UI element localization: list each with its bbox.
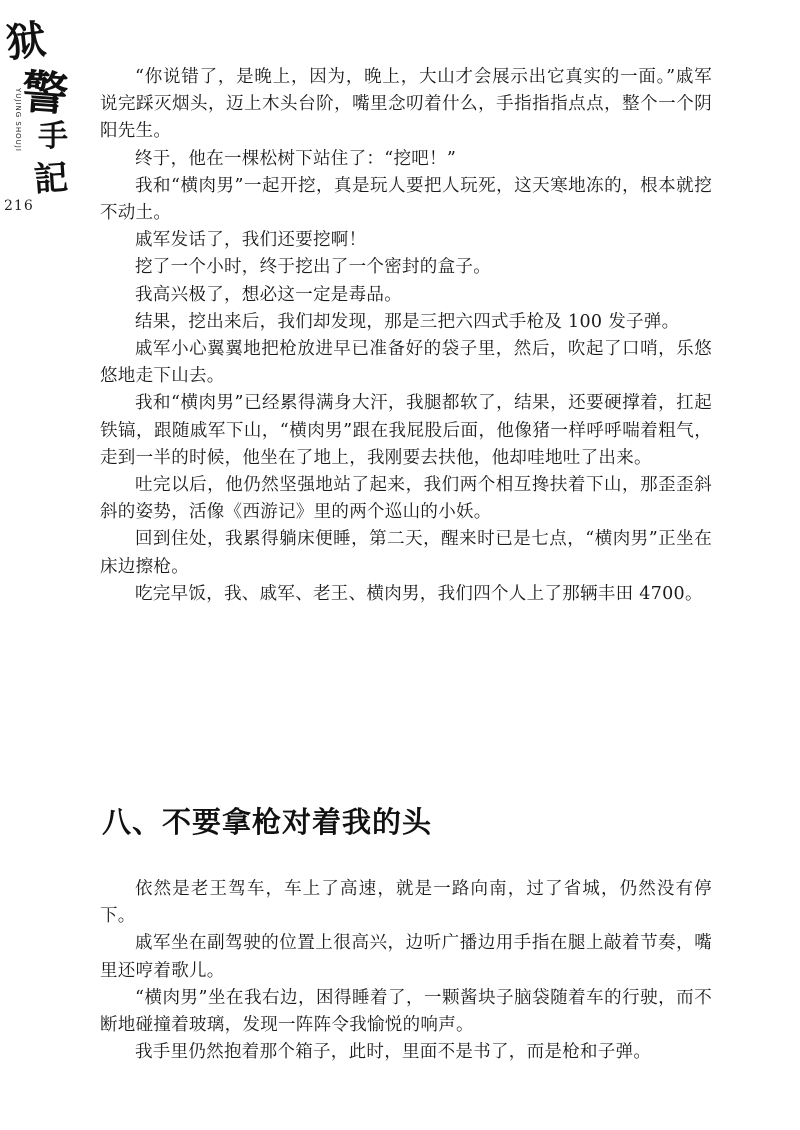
logo-char-4: 記 bbox=[32, 157, 70, 201]
page-number: 216 bbox=[4, 198, 34, 214]
paragraph: 戚军坐在副驾驶的位置上很高兴，边听广播边用手指在腿上敲着节奏，嘴里还哼着歌儿。 bbox=[100, 933, 712, 981]
paragraph: “你说错了，是晚上，因为，晚上，大山才会展示出它真实的一面。”戚军说完踩灭烟头，迈上木头台阶，嘴里念叨着什么，手指指指点点，整个一个阴阳先生。 bbox=[100, 67, 712, 142]
logo-char-1: 狱 bbox=[3, 16, 49, 67]
paragraph: 结果，挖出来后，我们却发现，那是三把六四式手枪及 100 发子弹。 bbox=[135, 311, 680, 332]
paragraph: 我高兴极了，想必这一定是毒品。 bbox=[135, 284, 402, 305]
paragraph: 依然是老王驾车，车上了高速，就是一路向南，过了省城，仍然没有停下。 bbox=[100, 879, 712, 927]
paragraph: 终于，他在一棵松树下站住了：“挖吧！” bbox=[135, 148, 457, 169]
paragraph: “横肉男”坐在我右边，困得睡着了，一颗酱块子脑袋随着车的行驶，而不断地碰撞着玻璃，发现一阵阵令我愉悦的响声。 bbox=[100, 987, 712, 1036]
paragraph: 戚军小心翼翼地把枪放进早已准备好的袋子里，然后，吹起了口哨，乐悠悠地走下山去。 bbox=[100, 339, 712, 387]
paragraph: 我和“横肉男”已经累得满身大汗，我腿都软了，结果，还要硬撑着，扛起铁镐，跟随戚军下山，“横肉男”跟在我屁股后面，他像猪一样呼呼喘着粗气，走到一半的时候，他坐在了地上，我刚要去扶他，他却哇地吐了出来。 bbox=[100, 393, 712, 468]
logo-char-2: 警 bbox=[20, 64, 70, 122]
logo-subtitle: YUJING SHOUJI bbox=[14, 88, 22, 152]
paragraph: 我手里仍然抱着那个箱子，此时，里面不是书了，而是枪和子弹。 bbox=[135, 1042, 652, 1063]
section-title: 八、不要拿枪对着我的头 bbox=[102, 805, 433, 839]
paragraph: 吃完早饭，我、戚军、老王、横肉男，我们四个人上了那辆丰田 4700。 bbox=[135, 583, 703, 604]
paragraph: 吐完以后，他仍然坚强地站了起来，我们两个相互搀扶着下山，那歪歪斜斜的姿势，活像《西游记》里的两个巡山的小妖。 bbox=[100, 475, 712, 523]
logo-char-3: 手 bbox=[38, 119, 68, 154]
paragraph: 戚军发话了，我们还要挖啊！ bbox=[135, 230, 367, 251]
paragraph: 我和“横肉男”一起开挖，真是玩人要把人玩死，这天寒地冻的，根本就挖不动土。 bbox=[100, 175, 712, 224]
book-logo bbox=[0, 16, 80, 202]
section-body-text bbox=[100, 876, 712, 1066]
paragraph: 挖了一个小时，终于挖出了一个密封的盒子。 bbox=[135, 257, 491, 278]
paragraph: 回到住处，我累得躺床便睡，第二天，醒来时已是七点，“横肉男”正坐在床边擦枪。 bbox=[100, 529, 712, 577]
body-text bbox=[100, 64, 712, 608]
